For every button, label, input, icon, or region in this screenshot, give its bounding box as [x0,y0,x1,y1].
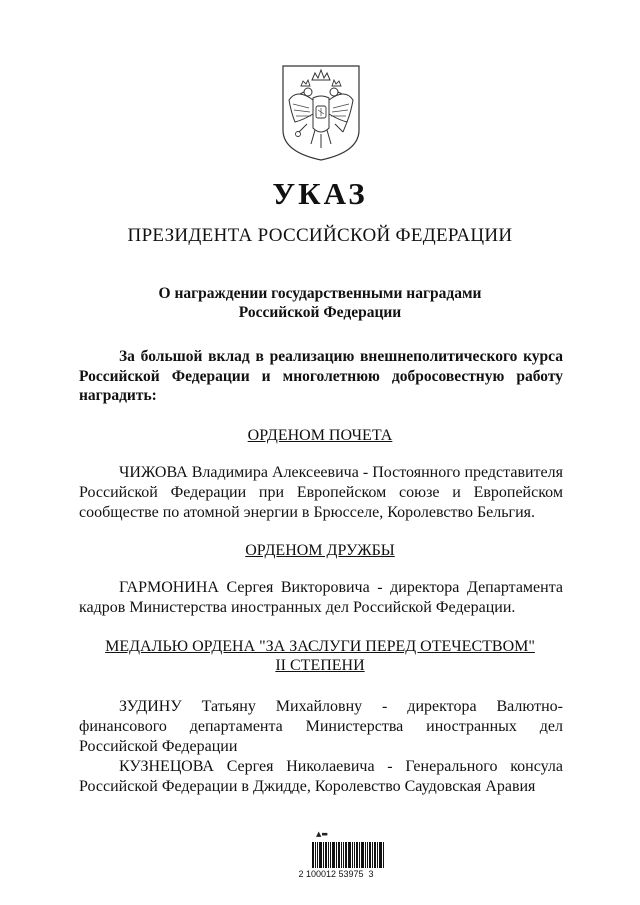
decree-title: УКАЗ [272,176,368,211]
intro-paragraph: За большой вклад в реализацию внешнеполитического курса Российской Федерации и многолетнюю добросовестную работу наградить: [79,348,563,404]
decree-subtitle: ПРЕЗИДЕНТА РОССИЙСКОЙ ФЕДЕРАЦИИ [127,225,513,246]
barcode-number: 2 100012 53975 3 [298,869,374,879]
award-title-text: ОРДЕНОМ ДРУЖБЫ [245,542,395,559]
recipient-paragraph: ГАРМОНИНА Сергея Викторовича - директора Департамента кадров Министерства иностранных дел Российской Федерации. [79,579,563,616]
recipient-paragraph: КУЗНЕЦОВА Сергея Николаевича - Генерального консула Российской Федерации в Джидде, Королевство Саудовская Аравия [79,758,563,795]
award-title-order-of-honour [60,426,580,445]
heading-line-1: О награждении государственными наградами [158,285,482,302]
award-title-medal [60,637,580,675]
award-title-line-2: II СТЕПЕНИ [275,657,365,674]
award-title-text: ОРДЕНОМ ПОЧЕТА [247,427,393,444]
barcode [312,842,386,868]
award-title-line-1: МЕДАЛЬЮ ОРДЕНА "ЗА ЗАСЛУГИ ПЕРЕД ОТЕЧЕСТВОМ" [105,638,535,655]
recipient-paragraph: ЗУДИНУ Татьяну Михайловну - директора Валютно-финансового департамента Министерства иностранных дел Российской Федерации [79,698,563,755]
recipient-paragraph: ЧИЖОВА Владимира Алексеевича - Постоянного представителя Российской Федерации при Европейском союзе и Европейском сообществе по атомной энергии в Брюсселе, Королевство Бельгия. [79,464,563,521]
scan-mark-icon: ▲▬ [316,830,328,838]
coat-of-arms-icon [279,64,363,162]
decree-heading [80,284,560,322]
heading-line-2: Российской Федерации [238,304,402,321]
award-title-order-of-friendship [60,541,580,560]
